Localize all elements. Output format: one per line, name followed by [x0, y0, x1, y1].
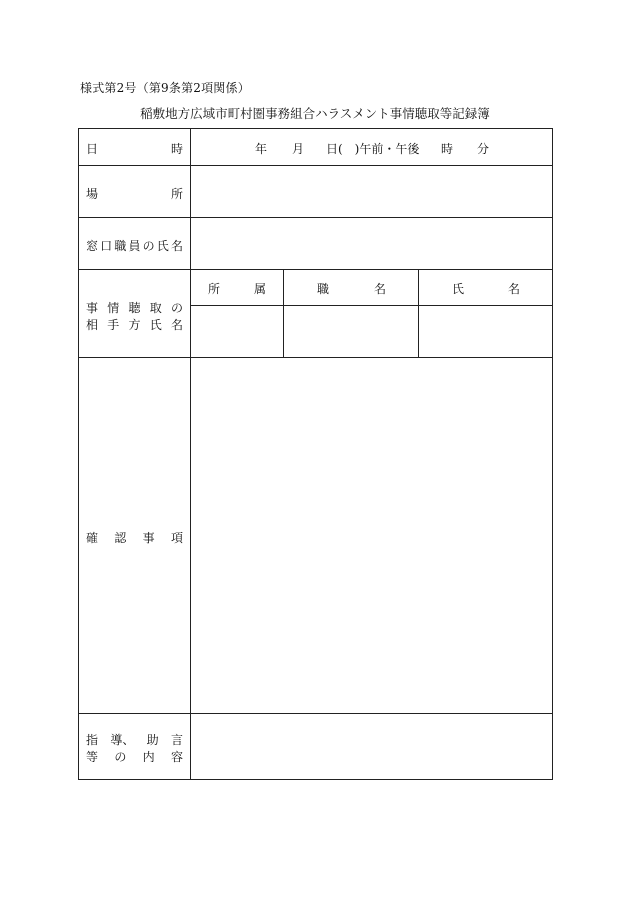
name-header-char: 氏 [452, 282, 465, 296]
record-form-table [78, 128, 553, 780]
hour-label: 時 [441, 142, 454, 156]
affiliation-header [208, 280, 266, 297]
staff-label-char: 口 [100, 239, 113, 253]
place-field[interactable] [191, 166, 552, 217]
guidance-label-char: 容 [170, 750, 183, 764]
position-field[interactable] [284, 306, 419, 357]
datetime-label-char: 時 [170, 142, 183, 156]
staff-label-char: の [142, 239, 155, 253]
interviewee-label-char: 聴 [128, 301, 141, 315]
guidance-label [79, 714, 191, 779]
confirmation-field[interactable] [191, 358, 552, 713]
guidance-label-char: 導、 [110, 733, 135, 747]
datetime-field[interactable] [191, 129, 552, 165]
guidance-label-char: 助 [146, 733, 159, 747]
confirmation-label-char: 項 [170, 531, 183, 545]
row-staff [79, 218, 552, 270]
row-datetime [79, 129, 552, 166]
day-ampm-label: 日( )午前・午後 [326, 142, 420, 156]
guidance-label-char: 等 [86, 750, 99, 764]
form-number: 様式第2号（第9条第2項関係） [80, 81, 250, 95]
place-label-char: 場 [86, 187, 99, 201]
confirmation-label-char: 認 [114, 531, 127, 545]
document-title: 稲敷地方広域市町村圏事務組合ハラスメント事情聴取等記録簿 [140, 106, 490, 121]
row-interviewee [79, 270, 552, 358]
interviewee-label-char: 方 [128, 318, 141, 332]
month-label: 月 [292, 142, 305, 156]
datetime-label [79, 129, 191, 165]
interviewee-label-char: 氏 [149, 318, 162, 332]
confirmation-label [79, 358, 191, 713]
confirmation-label-char: 事 [142, 531, 155, 545]
position-header [317, 280, 386, 297]
position-header-char: 名 [373, 282, 386, 296]
interviewee-label-char: 取 [149, 301, 162, 315]
interviewee-label-char: 事 [86, 301, 99, 315]
interviewee-label-char: 情 [107, 301, 120, 315]
affiliation-header-char: 属 [253, 282, 266, 296]
staff-label [79, 218, 191, 269]
staff-label-char: 名 [170, 239, 183, 253]
staff-label-char: 員 [128, 239, 141, 253]
affiliation-field[interactable] [191, 306, 284, 357]
name-field[interactable] [419, 306, 552, 357]
interviewee-label-char: 名 [170, 318, 183, 332]
name-header-char: 名 [507, 282, 520, 296]
interviewee-label [79, 270, 191, 357]
row-place [79, 166, 552, 218]
staff-label-char: 窓 [86, 239, 99, 253]
row-guidance [79, 714, 552, 779]
interviewee-label-char: 相 [86, 318, 99, 332]
datetime-label-char: 日 [86, 142, 99, 156]
position-header-char: 職 [317, 282, 330, 296]
place-label-char: 所 [170, 187, 183, 201]
guidance-label-char: の [114, 750, 127, 764]
year-label: 年 [255, 142, 268, 156]
confirmation-label-char: 確 [86, 531, 99, 545]
row-confirmation [79, 358, 552, 714]
interviewee-label-char: の [170, 301, 183, 315]
name-header [452, 280, 520, 297]
interviewee-grid [191, 270, 552, 357]
staff-name-field[interactable] [191, 218, 552, 269]
affiliation-header-char: 所 [208, 282, 221, 296]
guidance-field[interactable] [191, 714, 552, 779]
guidance-label-char: 指 [86, 733, 99, 747]
place-label [79, 166, 191, 217]
guidance-label-char: 言 [170, 733, 183, 747]
guidance-label-char: 内 [142, 750, 155, 764]
staff-label-char: 氏 [156, 239, 169, 253]
staff-label-char: 職 [114, 239, 127, 253]
interviewee-label-char: 手 [107, 318, 120, 332]
minute-label: 分 [477, 142, 490, 156]
